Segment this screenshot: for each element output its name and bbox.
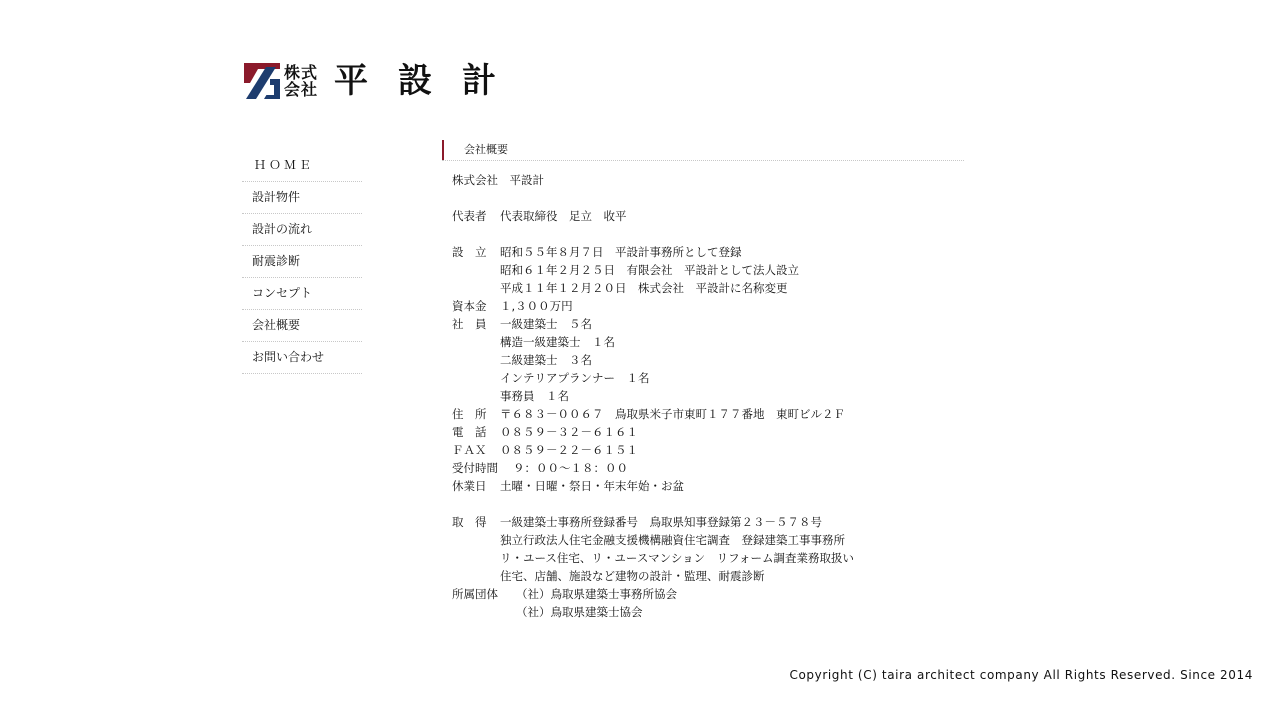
staff-line: インテリアプランナー １名 [500, 371, 650, 385]
organization-line: （社）鳥取県建築士事務所協会 [516, 587, 677, 601]
staff-line: 一級建築士 ５名 [500, 317, 592, 331]
holiday-value: 土曜・日曜・祭日・年末年始・お盆 [500, 479, 684, 493]
staff-label: 社 員 [452, 317, 487, 331]
tel-row [452, 423, 972, 441]
organization-row [452, 585, 972, 603]
logo-company-name: 平設計 [334, 61, 527, 101]
logo-kabu-line1: 株式 [284, 63, 319, 82]
organization-label: 所属団体 [452, 587, 498, 601]
hours-label: 受付時間 [452, 461, 498, 475]
company-info [452, 171, 972, 621]
acquisition-line: 独立行政法人住宅金融支援機構融資住宅調査 登録建築工事事務所 [500, 533, 845, 547]
acquisition-row [452, 513, 972, 531]
nav-item-seismic[interactable]: 耐震診断 [242, 246, 362, 278]
nav-item-concept[interactable]: コンセプト [242, 278, 362, 310]
acquisition-line: リ・ユース住宅、リ・ユースマンション リフォーム調査業務取扱い [500, 551, 855, 565]
organization-line: （社）鳥取県建築士協会 [516, 605, 643, 619]
representative-label: 代表者 [452, 209, 487, 223]
nav-item-works[interactable]: 設計物件 [242, 182, 362, 214]
logo-company-type [284, 64, 318, 98]
address-value: 〒６８３－００６７ 鳥取県米子市東町１７７番地 東町ビル２Ｆ [500, 407, 845, 421]
staff-row [452, 315, 972, 333]
staff-line: 構造一級建築士 １名 [500, 335, 615, 349]
established-label: 設 立 [452, 245, 487, 259]
acquisition-line: 一級建築士事務所登録番号 鳥取県知事登録第２３－５７８号 [500, 515, 822, 529]
staff-line: 事務員 １名 [500, 389, 569, 403]
established-row [452, 243, 972, 261]
spacer [452, 495, 972, 513]
site-logo[interactable] [244, 60, 526, 102]
section-accent-bar [442, 140, 444, 160]
hours-row [452, 459, 972, 477]
capital-value: １,３００万円 [500, 299, 573, 313]
nav-item-contact[interactable]: お問い合わせ [242, 342, 362, 374]
established-line: 昭和５５年８月７日 平設計事務所として登録 [500, 245, 742, 259]
fax-label: ＦＡＸ [452, 443, 487, 457]
footer-copyright: Copyright (C) taira architect company All Rights Reserved. Since 2014 [789, 668, 1253, 682]
address-row [452, 405, 972, 423]
section-title: 会社概要 [464, 143, 508, 156]
capital-row [452, 297, 972, 315]
logo-mark-icon [244, 63, 280, 99]
capital-label: 資本金 [452, 299, 487, 313]
section-header [442, 140, 964, 161]
acquisition-label: 取 得 [452, 515, 487, 529]
address-label: 住 所 [452, 407, 487, 421]
acquisition-line: 住宅、店舗、施設など建物の設計・監理、耐震診断 [500, 569, 765, 583]
company-name: 株式会社 平設計 [452, 173, 544, 187]
staff-line: 二級建築士 ３名 [500, 353, 592, 367]
representative-row [452, 207, 972, 225]
sidebar-nav [242, 150, 362, 374]
tel-value: ０８５９－３２－６１６１ [500, 425, 638, 439]
holiday-row [452, 477, 972, 495]
nav-item-home[interactable]: ＨＯＭＥ [242, 150, 362, 182]
representative-value: 代表取締役 足立 收平 [500, 209, 627, 223]
spacer [452, 225, 972, 243]
established-line: 平成１１年１２月２０日 株式会社 平設計に名称変更 [500, 281, 788, 295]
tel-label: 電 話 [452, 425, 487, 439]
company-name-row [452, 171, 972, 189]
nav-item-flow[interactable]: 設計の流れ [242, 214, 362, 246]
nav-item-company[interactable]: 会社概要 [242, 310, 362, 342]
established-line: 昭和６１年２月２５日 有限会社 平設計として法人設立 [500, 263, 799, 277]
hours-value: ９：００～１８：００ [513, 461, 628, 475]
holiday-label: 休業日 [452, 479, 487, 493]
fax-row [452, 441, 972, 459]
fax-value: ０８５９－２２－６１５１ [500, 443, 638, 457]
logo-kabu-line2: 会社 [284, 80, 319, 99]
spacer [452, 189, 972, 207]
